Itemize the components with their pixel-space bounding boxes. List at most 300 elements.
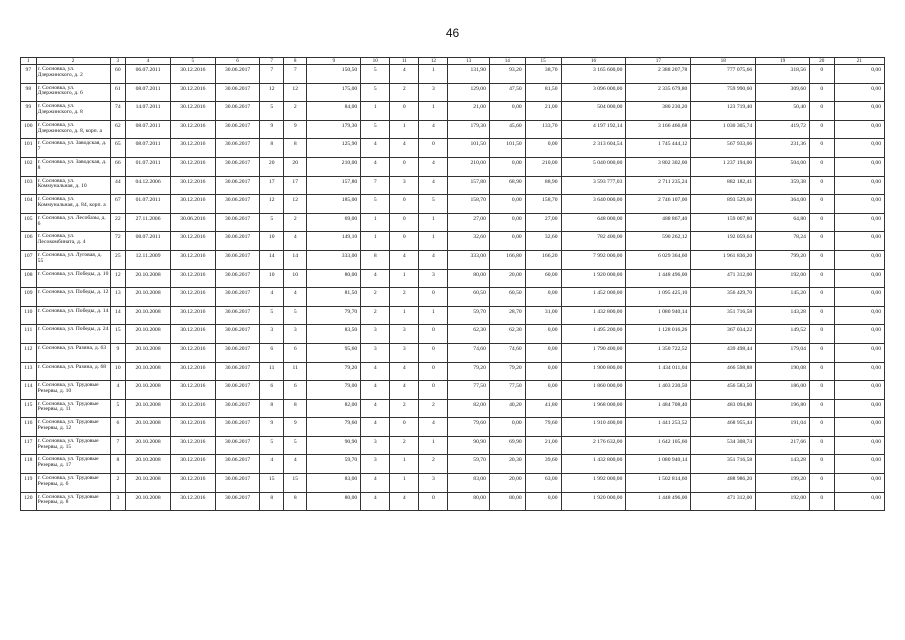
- table-cell: 20: [283, 157, 307, 176]
- table-cell: 113: [21, 362, 37, 381]
- table-cell: 83,50: [307, 325, 361, 344]
- table-cell: 777 075,66: [691, 65, 756, 84]
- table-cell: 77,50: [448, 381, 489, 400]
- table-row: [21, 120, 885, 139]
- table-cell: 60,00: [525, 269, 561, 288]
- table-cell: 782 400,00: [561, 232, 626, 251]
- table-cell: 30.12.2016: [170, 65, 215, 84]
- table-cell: 101,50: [489, 139, 525, 158]
- table-cell: 192,00: [756, 269, 810, 288]
- table-cell: 179,04: [756, 343, 810, 362]
- table-cell: 65: [110, 139, 126, 158]
- table-cell: 20: [260, 157, 284, 176]
- table-cell: 95,60: [307, 343, 361, 362]
- table-cell: 30.12.2016: [170, 232, 215, 251]
- table-cell: 0,00: [834, 455, 884, 474]
- table-cell: 41,80: [525, 399, 561, 418]
- table-cell: 0,00: [834, 195, 884, 214]
- column-number: 16: [561, 58, 626, 65]
- table-cell: 59,70: [448, 306, 489, 325]
- table-cell: 30.12.2016: [170, 362, 215, 381]
- table-cell: 1: [390, 306, 419, 325]
- table-cell: 22: [110, 213, 126, 232]
- table-cell: 88,90: [525, 176, 561, 195]
- table-cell: 1: [390, 120, 419, 139]
- table-cell: 4: [390, 65, 419, 84]
- register-table: [20, 57, 885, 511]
- table-cell: 30.06.2016: [170, 213, 215, 232]
- table-cell: 3 593 777,03: [561, 176, 626, 195]
- table-cell: 5 040 000,00: [561, 157, 626, 176]
- table-cell: 157,80: [448, 176, 489, 195]
- table-cell: 9: [110, 343, 126, 362]
- table-cell: 61: [110, 83, 126, 102]
- table-cell: 20.10.2008: [126, 436, 171, 455]
- table-cell: 0: [419, 139, 448, 158]
- table-cell: 1: [361, 232, 390, 251]
- table-cell: 0,00: [834, 325, 884, 344]
- table-cell: 5: [260, 306, 284, 325]
- table-cell: 30.12.2016: [170, 250, 215, 269]
- table-cell: 7: [110, 436, 126, 455]
- table-row: [21, 250, 885, 269]
- table-cell: 2: [419, 455, 448, 474]
- table-cell: 44: [110, 176, 126, 195]
- table-cell: 0: [419, 343, 448, 362]
- table-cell: 12: [260, 195, 284, 214]
- address-cell: г. Сосновка, ул. Дзержинского, д. 8: [36, 102, 110, 121]
- table-cell: 13: [110, 288, 126, 307]
- address-cell: г. Сосновка, ул. Коммунальная, д. 84, корп. а: [36, 195, 110, 214]
- table-cell: 159 067,80: [691, 213, 756, 232]
- table-cell: 74: [110, 102, 126, 121]
- table-cell: 9: [283, 418, 307, 437]
- table-cell: 08.07.2011: [126, 120, 171, 139]
- table-cell: 30.06.2017: [215, 139, 260, 158]
- table-cell: 0: [390, 195, 419, 214]
- table-cell: 419,72: [756, 120, 810, 139]
- table-cell: 0: [419, 381, 448, 400]
- table-cell: 1: [419, 65, 448, 84]
- table-cell: 100: [21, 120, 37, 139]
- table-cell: 62,30: [489, 325, 525, 344]
- table-cell: 69,90: [489, 436, 525, 455]
- table-cell: 2 388 207,78: [626, 65, 691, 84]
- table-cell: 0: [419, 362, 448, 381]
- column-number: 21: [834, 58, 884, 65]
- table-cell: 103: [21, 176, 37, 195]
- address-cell: г. Сосновка, ул. Трудовые Резервы, д. 15: [36, 436, 110, 455]
- table-cell: 333,00: [448, 250, 489, 269]
- table-cell: 8: [260, 399, 284, 418]
- table-cell: 0: [419, 325, 448, 344]
- table-cell: 0: [809, 306, 834, 325]
- table-cell: 0: [809, 120, 834, 139]
- table-cell: 0,00: [834, 269, 884, 288]
- table-cell: 367 034,22: [691, 325, 756, 344]
- table-cell: 210,00: [448, 157, 489, 176]
- table-cell: 149,10: [307, 232, 361, 251]
- table-cell: 0: [809, 65, 834, 84]
- table-cell: 0,00: [834, 232, 884, 251]
- table-cell: 4: [390, 250, 419, 269]
- table-cell: 0,00: [834, 399, 884, 418]
- address-cell: г. Сосновка, ул. Разина, д. 63: [36, 343, 110, 362]
- table-cell: 5: [361, 195, 390, 214]
- table-cell: 0: [809, 455, 834, 474]
- table-row: [21, 102, 885, 121]
- table-cell: 1 495 200,00: [561, 325, 626, 344]
- table-cell: 318,56: [756, 65, 810, 84]
- table-cell: 2: [390, 288, 419, 307]
- table-cell: 0: [809, 288, 834, 307]
- table-cell: 364,00: [756, 195, 810, 214]
- table-cell: 64,80: [756, 213, 810, 232]
- table-row: [21, 455, 885, 474]
- table-cell: 590 262,12: [626, 232, 691, 251]
- address-cell: г. Сосновка, ул. Победы, д. 12: [36, 288, 110, 307]
- table-cell: 30.12.2016: [170, 418, 215, 437]
- table-cell: 80,00: [307, 269, 361, 288]
- table-cell: 1: [390, 455, 419, 474]
- table-cell: 59,70: [307, 455, 361, 474]
- table-cell: 31,00: [525, 306, 561, 325]
- table-cell: 30.12.2016: [170, 455, 215, 474]
- table-cell: 0,00: [489, 195, 525, 214]
- table-cell: 5: [283, 306, 307, 325]
- table-cell: 3: [361, 325, 390, 344]
- table-cell: 114: [21, 381, 37, 400]
- table-cell: 2 711 235,24: [626, 176, 691, 195]
- table-cell: 1: [361, 213, 390, 232]
- table-cell: 17: [283, 176, 307, 195]
- table-cell: 30.12.2016: [170, 83, 215, 102]
- table-cell: 30.12.2016: [170, 157, 215, 176]
- table-cell: 8: [361, 250, 390, 269]
- table-cell: 192 059,64: [691, 232, 756, 251]
- table-cell: 4: [361, 418, 390, 437]
- table-cell: 3: [419, 269, 448, 288]
- table-cell: 01.07.2011: [126, 157, 171, 176]
- address-cell: г. Сосновка, ул. Заводская, д. 8: [36, 157, 110, 176]
- table-cell: 116: [21, 418, 37, 437]
- table-cell: 20.10.2008: [126, 492, 171, 511]
- table-cell: 0: [809, 418, 834, 437]
- table-cell: 129,00: [448, 83, 489, 102]
- table-cell: 4: [390, 362, 419, 381]
- table-cell: 01.07.2011: [126, 195, 171, 214]
- table-cell: 3: [390, 176, 419, 195]
- table-cell: 20.10.2008: [126, 418, 171, 437]
- table-cell: 12.11.2009: [126, 250, 171, 269]
- table-cell: 30.06.2017: [215, 65, 260, 84]
- address-cell: г. Сосновка, ул. Трудовые Резервы, д. 8: [36, 492, 110, 511]
- table-cell: 79,20: [307, 362, 361, 381]
- table-cell: 8: [283, 399, 307, 418]
- table-cell: 1 432 800,00: [561, 455, 626, 474]
- table-cell: 4 197 192,14: [561, 120, 626, 139]
- table-cell: 0,00: [525, 343, 561, 362]
- table-cell: 0,00: [834, 492, 884, 511]
- table-cell: 1 095 425,10: [626, 288, 691, 307]
- table-cell: 62,30: [448, 325, 489, 344]
- table-cell: 0,00: [834, 102, 884, 121]
- table-cell: 20.10.2008: [126, 288, 171, 307]
- table-row: [21, 492, 885, 511]
- table-cell: 74,60: [489, 343, 525, 362]
- table-cell: 131,90: [448, 65, 489, 84]
- table-cell: 50,40: [756, 102, 810, 121]
- column-number: 10: [361, 58, 390, 65]
- table-cell: 20,30: [489, 455, 525, 474]
- table-row: [21, 269, 885, 288]
- table-cell: 12: [260, 83, 284, 102]
- table-cell: 2: [390, 399, 419, 418]
- table-cell: 21,00: [448, 102, 489, 121]
- table-cell: 2: [390, 436, 419, 455]
- table-row: [21, 65, 885, 84]
- table-cell: 4: [419, 250, 448, 269]
- table-cell: 0,00: [525, 325, 561, 344]
- table-cell: 6: [283, 381, 307, 400]
- table-cell: 81,50: [307, 288, 361, 307]
- table-cell: 97: [21, 65, 37, 84]
- table-cell: 62: [110, 120, 126, 139]
- table-cell: 15: [110, 325, 126, 344]
- table-cell: 106: [21, 232, 37, 251]
- table-cell: 0,00: [834, 343, 884, 362]
- table-cell: 63,00: [525, 474, 561, 493]
- column-number: 9: [307, 58, 361, 65]
- table-cell: 27,00: [448, 213, 489, 232]
- table-cell: 123 719,40: [691, 102, 756, 121]
- table-cell: 210,00: [307, 157, 361, 176]
- table-cell: 6: [260, 381, 284, 400]
- table-cell: 12: [283, 195, 307, 214]
- table-cell: 0,00: [489, 213, 525, 232]
- table-cell: 483 094,80: [691, 399, 756, 418]
- table-cell: 4: [361, 362, 390, 381]
- table-cell: 110: [21, 306, 37, 325]
- table-cell: 1: [419, 306, 448, 325]
- address-cell: г. Сосновка, ул. Победы, д. 10: [36, 269, 110, 288]
- table-row: [21, 474, 885, 493]
- table-cell: 8: [260, 139, 284, 158]
- table-cell: 1: [361, 102, 390, 121]
- table-cell: 150,50: [307, 65, 361, 84]
- table-cell: 6: [260, 343, 284, 362]
- table-row: [21, 436, 885, 455]
- table-cell: 30.06.2017: [215, 474, 260, 493]
- table-cell: 21,00: [525, 102, 561, 121]
- table-cell: 14: [110, 306, 126, 325]
- table-cell: 439 498,44: [691, 343, 756, 362]
- table-cell: 117: [21, 436, 37, 455]
- table-cell: 93,20: [489, 65, 525, 84]
- table-cell: 0: [809, 232, 834, 251]
- table-cell: 0: [809, 269, 834, 288]
- table-cell: 30.12.2016: [170, 343, 215, 362]
- table-cell: 799,20: [756, 250, 810, 269]
- table-cell: 186,00: [756, 381, 810, 400]
- table-cell: 1 900 800,00: [561, 362, 626, 381]
- table-cell: 12: [110, 269, 126, 288]
- table-cell: 74,60: [448, 343, 489, 362]
- table-cell: 4: [361, 269, 390, 288]
- table-cell: 1 961 836,20: [691, 250, 756, 269]
- table-cell: 1: [419, 232, 448, 251]
- table-cell: 3 166 466,68: [626, 120, 691, 139]
- table-cell: 104: [21, 195, 37, 214]
- table-cell: 3: [260, 325, 284, 344]
- table-cell: 1 441 253,52: [626, 418, 691, 437]
- table-cell: 12: [283, 83, 307, 102]
- table-cell: 0,00: [834, 418, 884, 437]
- table-cell: 30.12.2016: [170, 139, 215, 158]
- table-cell: 3: [419, 474, 448, 493]
- table-cell: 333,00: [307, 250, 361, 269]
- table-cell: 9: [260, 120, 284, 139]
- table-cell: 5: [361, 65, 390, 84]
- table-cell: 80,00: [448, 492, 489, 511]
- table-cell: 3: [283, 325, 307, 344]
- table-cell: 4: [361, 139, 390, 158]
- table-cell: 1 860 000,00: [561, 381, 626, 400]
- table-row: [21, 139, 885, 158]
- table-cell: 0,00: [834, 120, 884, 139]
- table-cell: 179,30: [307, 120, 361, 139]
- column-number: 18: [691, 58, 756, 65]
- table-cell: 0,00: [834, 362, 884, 381]
- table-row: [21, 176, 885, 195]
- table-cell: 30.12.2016: [170, 120, 215, 139]
- table-cell: 1 745 444,12: [626, 139, 691, 158]
- table-cell: 5: [419, 195, 448, 214]
- table-cell: 0: [809, 176, 834, 195]
- table-cell: 40,20: [489, 399, 525, 418]
- table-cell: 111: [21, 325, 37, 344]
- table-cell: 0: [809, 102, 834, 121]
- table-cell: 20.10.2008: [126, 381, 171, 400]
- table-cell: 1 642 105,60: [626, 436, 691, 455]
- address-cell: г. Сосновка, ул. Дзержинского, д. 8, корп. а: [36, 120, 110, 139]
- table-cell: 380 230,20: [626, 102, 691, 121]
- table-cell: 466 598,88: [691, 362, 756, 381]
- table-cell: 101,50: [448, 139, 489, 158]
- table-cell: 14.07.2011: [126, 102, 171, 121]
- table-cell: 359,38: [756, 176, 810, 195]
- table-cell: 30.12.2016: [170, 381, 215, 400]
- table-cell: 21,00: [525, 436, 561, 455]
- table-cell: 175,00: [307, 83, 361, 102]
- page-number: 46: [445, 26, 460, 40]
- table-cell: 30.06.2017: [215, 102, 260, 121]
- table-cell: 0,00: [834, 250, 884, 269]
- table-cell: 20.10.2008: [126, 325, 171, 344]
- table-cell: 30.06.2017: [215, 83, 260, 102]
- table-cell: 67: [110, 195, 126, 214]
- table-cell: 158,70: [525, 195, 561, 214]
- table-cell: 149,52: [756, 325, 810, 344]
- table-row: [21, 306, 885, 325]
- table-cell: 1: [390, 474, 419, 493]
- table-cell: 0: [809, 213, 834, 232]
- table-cell: 4: [419, 120, 448, 139]
- table-cell: 0,00: [525, 492, 561, 511]
- table-cell: 166,20: [525, 250, 561, 269]
- table-cell: 1 968 000,00: [561, 399, 626, 418]
- table-cell: 0: [390, 157, 419, 176]
- column-number: 19: [756, 58, 810, 65]
- column-number: 8: [283, 58, 307, 65]
- table-cell: 351 716,58: [691, 455, 756, 474]
- table-cell: 1 434 011,04: [626, 362, 691, 381]
- table-cell: 30.12.2016: [170, 474, 215, 493]
- table-cell: 115: [21, 399, 37, 418]
- table-cell: 192,00: [756, 492, 810, 511]
- table-cell: 0,00: [834, 288, 884, 307]
- table-cell: 30.06.2017: [215, 343, 260, 362]
- table-cell: 10: [283, 269, 307, 288]
- table-cell: 0: [809, 474, 834, 493]
- table-row: [21, 83, 885, 102]
- column-number: 12: [419, 58, 448, 65]
- table-cell: 107: [21, 250, 37, 269]
- table-cell: 0: [390, 232, 419, 251]
- table-cell: 2: [361, 288, 390, 307]
- table-cell: 8: [110, 455, 126, 474]
- table-cell: 27.11.2006: [126, 213, 171, 232]
- table-cell: 28,70: [489, 306, 525, 325]
- table-cell: 30.06.2017: [215, 381, 260, 400]
- table-cell: 8: [260, 492, 284, 511]
- table-cell: 10: [260, 269, 284, 288]
- table-cell: 6 029 364,60: [626, 250, 691, 269]
- table-cell: 10: [260, 232, 284, 251]
- table-cell: 11: [260, 362, 284, 381]
- address-cell: г. Сосновка, ул. Победы, д. 24: [36, 325, 110, 344]
- table-cell: 79,60: [307, 418, 361, 437]
- table-cell: 98: [21, 83, 37, 102]
- table-cell: 0: [390, 213, 419, 232]
- table-row: [21, 157, 885, 176]
- table-cell: 30.12.2016: [170, 102, 215, 121]
- table-cell: 20,00: [489, 474, 525, 493]
- table-cell: 80,00: [448, 269, 489, 288]
- table-cell: 1 790 400,00: [561, 343, 626, 362]
- table-cell: 82,00: [448, 399, 489, 418]
- table-cell: 5: [260, 436, 284, 455]
- table-cell: 0,00: [525, 288, 561, 307]
- table-cell: 3 640 000,00: [561, 195, 626, 214]
- table-cell: 20.10.2008: [126, 399, 171, 418]
- table-cell: 08.07.2011: [126, 232, 171, 251]
- table-cell: 06.07.2011: [126, 65, 171, 84]
- table-cell: 1 350 722,52: [626, 343, 691, 362]
- table-cell: 3: [361, 436, 390, 455]
- table-cell: 25: [110, 250, 126, 269]
- table-cell: 648 000,00: [561, 213, 626, 232]
- column-number: 11: [390, 58, 419, 65]
- table-cell: 5: [361, 83, 390, 102]
- table-cell: 20.10.2008: [126, 362, 171, 381]
- table-cell: 08.07.2011: [126, 83, 171, 102]
- table-cell: 108: [21, 269, 37, 288]
- table-cell: 20.10.2008: [126, 343, 171, 362]
- table-row: [21, 362, 885, 381]
- table-cell: 199,20: [756, 474, 810, 493]
- table-cell: 80,00: [489, 492, 525, 511]
